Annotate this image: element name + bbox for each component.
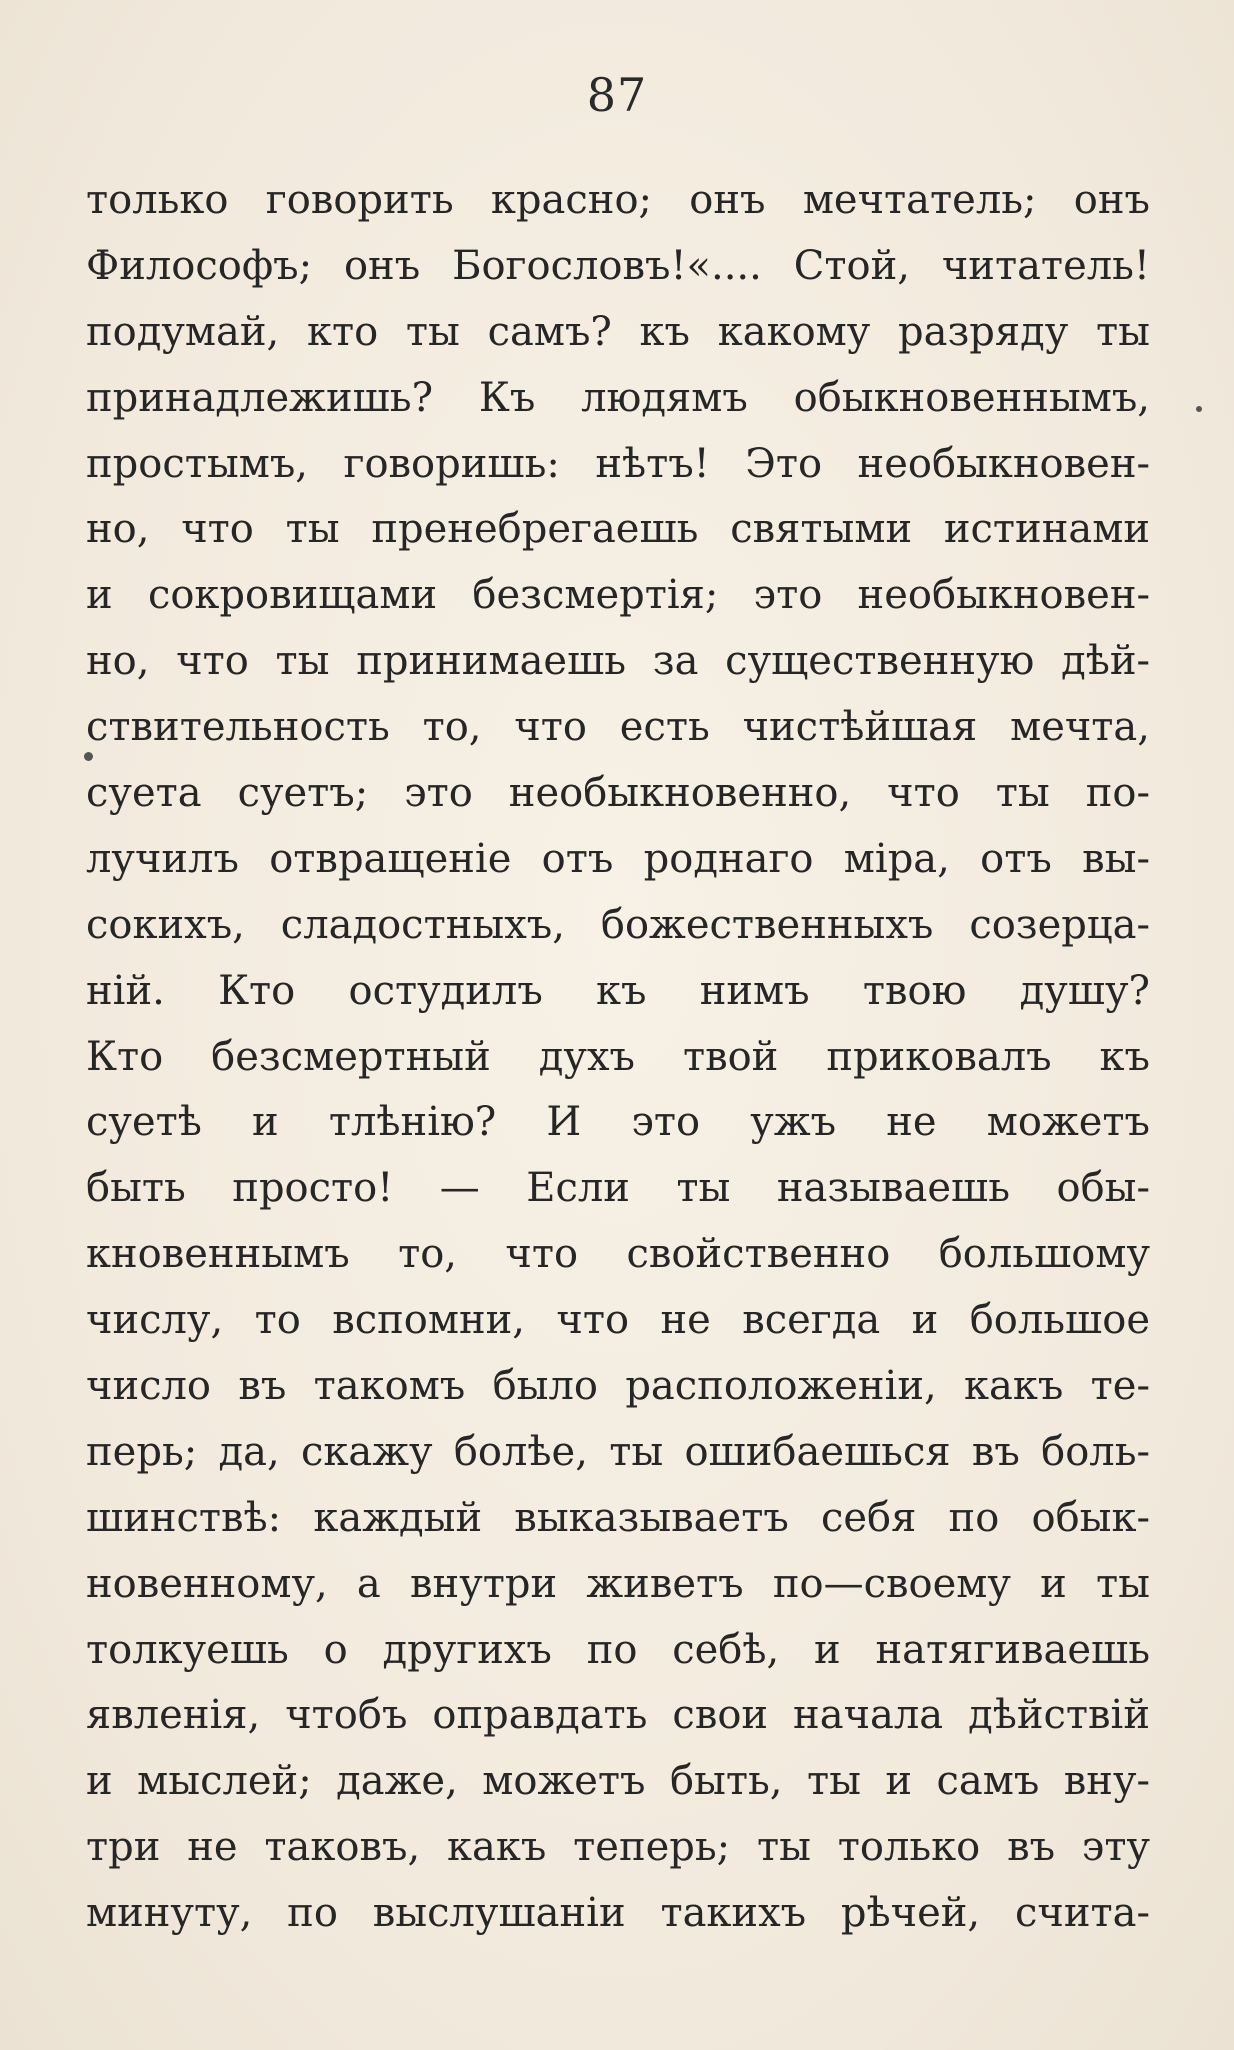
text-line: перь; да, скажу болѣе, ты ошибаешься въ боль- bbox=[86, 1428, 1150, 1475]
text-line: и мыслей; даже, можетъ быть, ты и самъ вну- bbox=[86, 1758, 1150, 1805]
text-line: числу, то вспомни, что не всегда и большое bbox=[86, 1297, 1150, 1344]
text-line: число въ такомъ было расположеніи, какъ те- bbox=[86, 1363, 1150, 1410]
text-line: простымъ, говоришь: нѣтъ! Это необыкновен- bbox=[86, 440, 1150, 487]
page-number: 87 bbox=[586, 68, 648, 122]
text-line: принадлежишь? Къ людямъ обыкновеннымъ, bbox=[86, 374, 1150, 421]
ink-speck bbox=[1196, 406, 1202, 412]
text-line: суетѣ и тлѣнію? И это ужъ не можетъ bbox=[86, 1099, 1150, 1146]
text-line: толкуешь о другихъ по себѣ, и натягиваешь bbox=[86, 1626, 1150, 1673]
text-line: ній. Кто остудилъ къ нимъ твою душу? bbox=[86, 967, 1150, 1014]
text-line: суета суетъ; это необыкновенно, что ты по- bbox=[86, 770, 1150, 817]
body-text bbox=[86, 168, 1150, 1947]
text-line: ствительность то, что есть чистѣйшая мечта, bbox=[86, 704, 1150, 751]
text-line: но, что ты принимаешь за существенную дѣй- bbox=[86, 638, 1150, 685]
text-line: Философъ; онъ Богословъ!«.... Стой, читатель! bbox=[86, 242, 1150, 289]
text-line: шинствѣ: каждый выказываетъ себя по обык- bbox=[86, 1494, 1150, 1541]
text-line: но, что ты пренебрегаешь святыми истинами bbox=[86, 506, 1150, 553]
text-line: три не таковъ, какъ теперь; ты только въ эту bbox=[86, 1824, 1150, 1871]
text-line: Кто безсмертный духъ твой приковалъ къ bbox=[86, 1033, 1150, 1080]
text-line: лучилъ отвращеніе отъ роднаго міра, отъ вы- bbox=[86, 835, 1150, 882]
text-line: сокихъ, сладостныхъ, божественныхъ созерца- bbox=[86, 901, 1150, 948]
text-line: минуту, по выслушаніи такихъ рѣчей, счита- bbox=[86, 1890, 1150, 1937]
ink-speck bbox=[84, 752, 93, 761]
text-line: явленія, чтобъ оправдать свои начала дѣйствій bbox=[86, 1692, 1150, 1739]
text-line: новенному, а внутри живетъ по—своему и ты bbox=[86, 1560, 1150, 1607]
text-line: быть просто! — Если ты называешь обы- bbox=[86, 1165, 1150, 1212]
text-line: кновеннымъ то, что свойственно большому bbox=[86, 1231, 1150, 1278]
text-line: только говорить красно; онъ мечтатель; онъ bbox=[86, 177, 1150, 223]
text-line: и сокровищами безсмертія; это необыкновен- bbox=[86, 572, 1150, 619]
text-line: подумай, кто ты самъ? къ какому разряду ты bbox=[86, 308, 1150, 355]
